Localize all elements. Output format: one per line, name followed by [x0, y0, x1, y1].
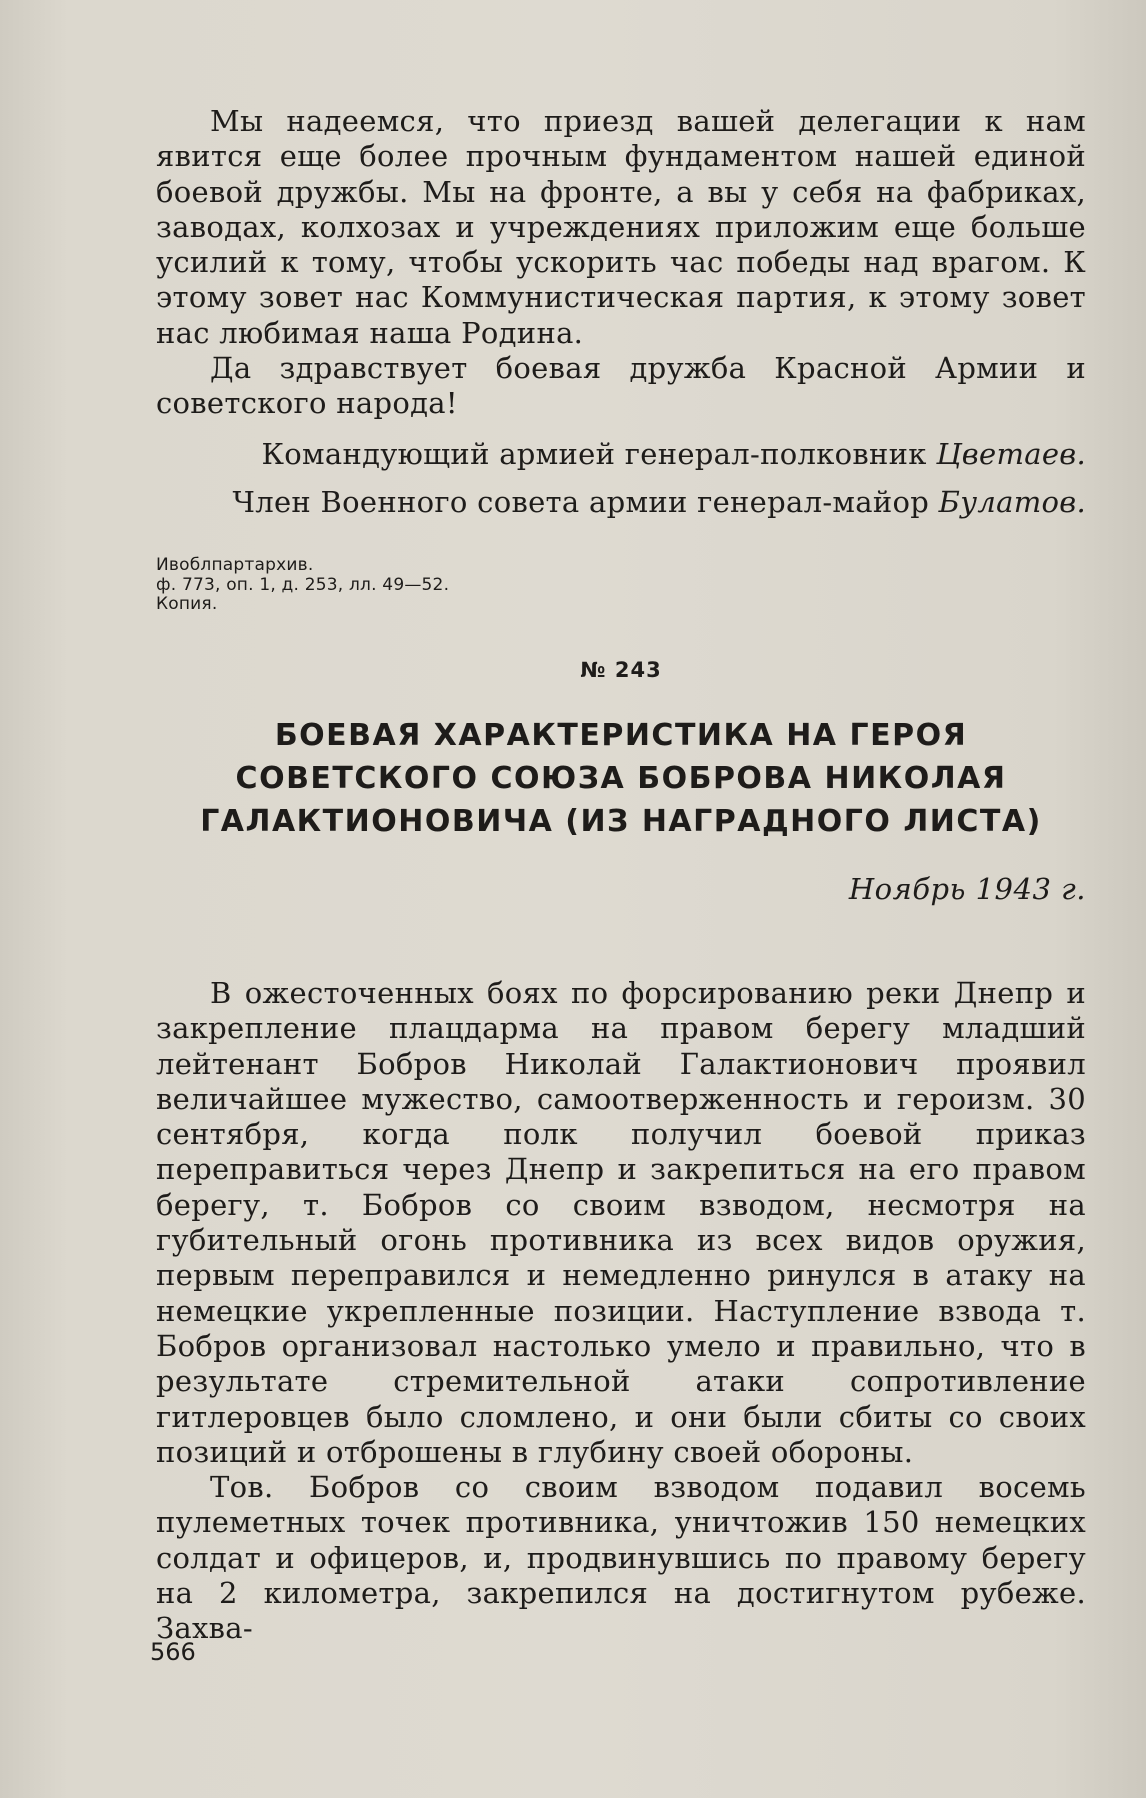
- heading-line: ГАЛАКТИОНОВИЧА (ИЗ НАГРАДНОГО ЛИСТА): [200, 804, 1042, 839]
- letter-paragraph: Мы надеемся, что приезд вашей делегации к нам явится еще более прочным фундаментом нашей единой боевой дружбы. Мы на фронте, а вы у себя на фабриках, заводах, колхозах и учреждениях приложим еще больше усилий к тому, чтобы ускорить час победы над врагом. К этому зовет нас Коммунистическая партия, к этому зовет нас любимая наша Родина.: [156, 104, 1086, 350]
- signature-block: [156, 437, 1086, 520]
- archive-line: Ивоблпартархив.: [156, 555, 314, 575]
- archive-line: ф. 773, оп. 1, д. 253, лл. 49—52.: [156, 574, 450, 595]
- document-heading: [156, 714, 1086, 843]
- page-number: 566: [150, 1638, 196, 1666]
- document-date: Ноябрь 1943 г.: [848, 872, 1086, 906]
- signature-name: Булатов.: [938, 485, 1086, 519]
- document-number-block: [156, 658, 1086, 682]
- signature-title: Командующий армией генерал-полковник: [261, 437, 927, 471]
- letter-ending: [156, 104, 1086, 422]
- letter-paragraph: Да здравствует боевая дружба Красной Армии и советского народа!: [156, 351, 1086, 421]
- heading-line: СОВЕТСКОГО СОЮЗА БОБРОВА НИКОЛАЯ: [235, 761, 1007, 796]
- archive-note: [156, 556, 1086, 615]
- document-body: [156, 976, 1086, 1647]
- signature-line: [156, 437, 1086, 472]
- signature-title: Член Военного совета армии генерал-майор: [232, 485, 930, 519]
- body-paragraph: Тов. Бобров со своим взводом подавил восемь пулеметных точек противника, уничтожив 150 немецких солдат и офицеров, и, продвинувшись по правому берегу на 2 километра, закрепился на достигнутом рубеже. Захва-: [156, 1470, 1086, 1646]
- document-number: № 243: [580, 658, 662, 682]
- document-date-block: [156, 872, 1086, 906]
- signature-name: Цветаев.: [936, 437, 1086, 471]
- body-paragraph: В ожесточенных боях по форсированию реки Днепр и закрепление плацдарма на правом берегу младший лейтенант Бобров Николай Галактионович проявил величайшее мужество, самоотверженность и героизм. 30 сентября, когда полк получил боевой приказ переправиться через Днепр и закрепиться на его правом берегу, т. Бобров со своим взводом, несмотря на губительный огонь противника из всех видов оружия, первым переправился и немедленно ринулся в атаку на немецкие укрепленные позиции. Наступление взвода т. Бобров организовал настолько умело и правильно, что в результате стремительной атаки сопротивление гитлеровцев было сломлено, и они были сбиты со своих позиций и отброшены в глубину своей обороны.: [156, 976, 1086, 1469]
- heading-line: БОЕВАЯ ХАРАКТЕРИСТИКА НА ГЕРОЯ: [274, 718, 968, 753]
- archive-line: Копия.: [156, 594, 218, 614]
- signature-line: [156, 485, 1086, 520]
